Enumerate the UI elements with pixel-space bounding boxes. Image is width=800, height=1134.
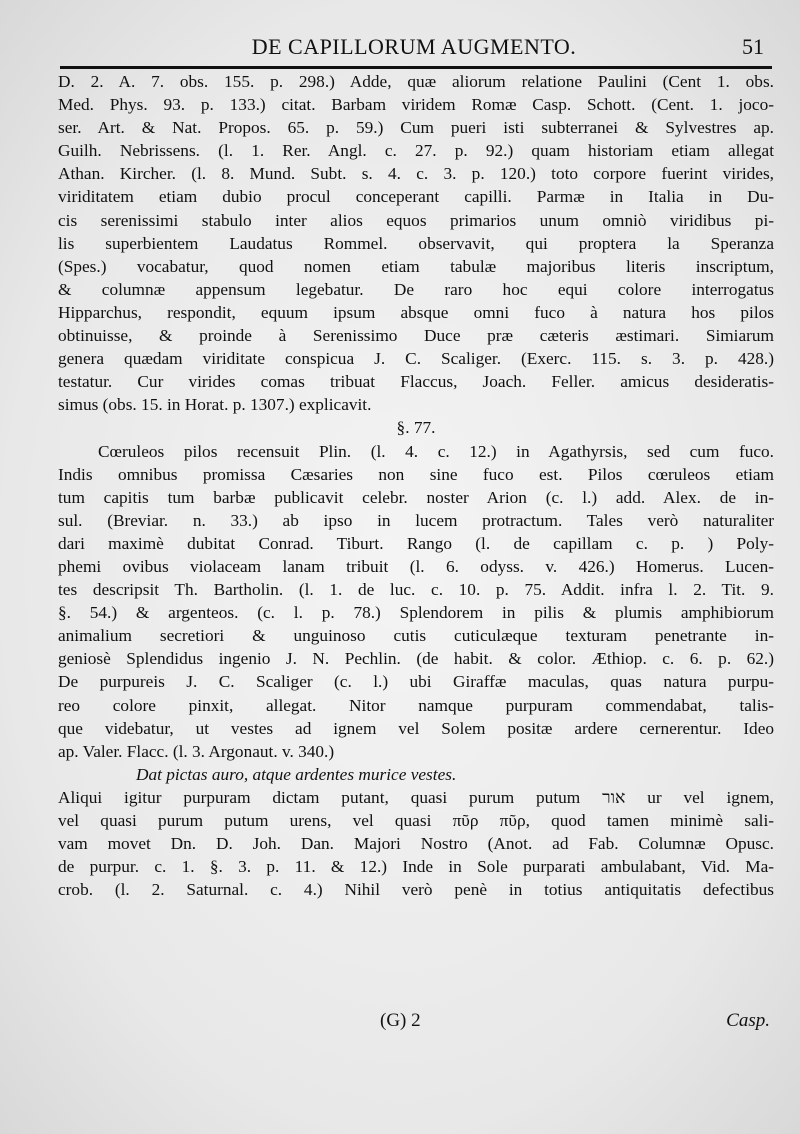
text-line: genera quædam viriditate conspicua J. C. Scaliger. (Exerc. 115. s. 3. p. 428.): [58, 349, 774, 369]
text-line: (Spes.) vocabatur, quod nomen etiam tabulæ majoribus literis inscriptum,: [58, 256, 774, 276]
text-line: ap. Valer. Flacc. (l. 3. Argonaut. v. 340.): [58, 741, 335, 761]
text-line: simus (obs. 15. in Horat. p. 1307.) explicavit.: [58, 395, 372, 415]
text-body: [58, 70, 774, 901]
page-header: [60, 34, 768, 66]
text-line: Hipparchus, respondit, equum ipsum absque omni fuco à natura hos pilos: [58, 302, 774, 322]
text-line: animalium secretiori & unguinoso cutis cuticulæque texturam penetrante in-: [58, 626, 774, 646]
page-footer: [60, 1010, 770, 1038]
text-line: sul. (Breviar. n. 33.) ab ipso in lucem protractum. Tales verò naturaliter: [58, 510, 774, 530]
text-line: viriditatem etiam dubio procul conceperant capilli. Parmæ in Italia in Du-: [58, 187, 774, 207]
text-line: tes descripsit Th. Bartholin. (l. 1. de luc. c. 10. p. 75. Addit. infra l. 2. Tit. 9.: [58, 580, 774, 600]
text-line: tum capitis tum barbæ publicavit celebr. noster Arion (c. l.) add. Alex. de in-: [58, 487, 774, 507]
section-heading: §. 77.: [396, 418, 436, 438]
text-line: vel quasi purum putum urens, vel quasi πῦρ πῦρ, quod tamen minimè sali-: [58, 811, 774, 830]
text-line: geniosè Splendidus ingenio J. N. Pechlin. (de habit. & color. Æthiop. c. 6. p. 62.): [58, 649, 774, 669]
text-line: Med. Phys. 93. p. 133.) citat. Barbam viridem Romæ Casp. Schott. (Cent. 1. joco-: [58, 95, 774, 115]
text-line: que videbatur, ut vestes ad ignem vel Solem positæ ardere cernerentur. Ideo: [58, 718, 774, 738]
text-line: dari maximè dubitat Conrad. Tiburt. Rango (l. de capillam c. p. ) Poly-: [58, 533, 774, 553]
text-line: ser. Art. & Nat. Propos. 65. p. 59.) Cum pueri isti subterranei & Sylvestres ap.: [58, 118, 774, 138]
text-line: phemi ovibus violaceam lanam tribuit (l. 6. odyss. v. 426.) Homerus. Lucen-: [58, 556, 774, 576]
text-line: reo colore pinxit, allegat. Nitor namque purpuram commendabat, talis-: [58, 695, 774, 715]
text-line: & columnæ appensum legebatur. De raro hoc equi colore interrogatus: [58, 279, 774, 299]
text-line: cis serenissimi stabulo inter alios equos primarios unum omniò viridibus pi-: [58, 210, 774, 230]
text-line: Indis omnibus promissa Cæsaries non sine fuco est. Pilos cœruleos etiam: [58, 464, 774, 484]
text-line: Guilh. Nebrissens. (l. 1. Rer. Angl. c. 27. p. 92.) quam historiam etiam allegat: [58, 141, 774, 161]
text-line: lis superbientem Laudatus Rommel. observavit, qui proptera la Speranza: [58, 233, 774, 253]
text-line: vam movet Dn. D. Joh. Dan. Majori Nostro (Anot. ad Fab. Columnæ Opusc.: [58, 834, 774, 854]
text-line: Aliqui igitur purpuram dictam putant, quasi purum putum אור ur vel ignem,: [58, 787, 774, 807]
quoted-verse: Dat pictas auro, atque ardentes murice vestes.: [136, 764, 457, 784]
text-line: §. 54.) & argenteos. (c. l. p. 78.) Splendorem in pilis & plumis amphibiorum: [58, 603, 774, 623]
header-rule: [60, 66, 772, 69]
running-title: DE CAPILLORUM AUGMENTO.: [251, 34, 577, 59]
catchword: Casp.: [726, 1010, 770, 1031]
text-line: De purpureis J. C. Scaliger (c. l.) ubi Giraffæ maculas, quas natura purpu-: [58, 672, 774, 692]
text-line: D. 2. A. 7. obs. 155. p. 298.) Adde, quæ aliorum relatione Paulini (Cent 1. obs.: [58, 72, 774, 91]
text-line: obtinuisse, & proinde à Serenissimo Duce præ cæteris æstimari. Simiarum: [58, 326, 774, 346]
signature-mark: (G) 2: [380, 1010, 421, 1031]
page-number: 51: [742, 34, 764, 59]
text-line: crob. (l. 2. Saturnal. c. 4.) Nihil verò penè in totius antiquitatis defectibus: [58, 880, 774, 900]
text-line: testatur. Cur virides comas tribuat Flaccus, Joach. Feller. amicus desideratis-: [58, 372, 774, 392]
text-line: de purpur. c. 1. §. 3. p. 11. & 12.) Inde in Sole purparati ambulabant, Vid. Ma-: [58, 857, 774, 877]
text-line: Cœruleos pilos recensuit Plin. (l. 4. c. 12.) in Agathyrsis, sed cum fuco.: [98, 441, 774, 461]
text-line: Athan. Kircher. (l. 8. Mund. Subt. s. 4. c. 3. p. 120.) toto corpore fuerint virides,: [58, 164, 774, 184]
